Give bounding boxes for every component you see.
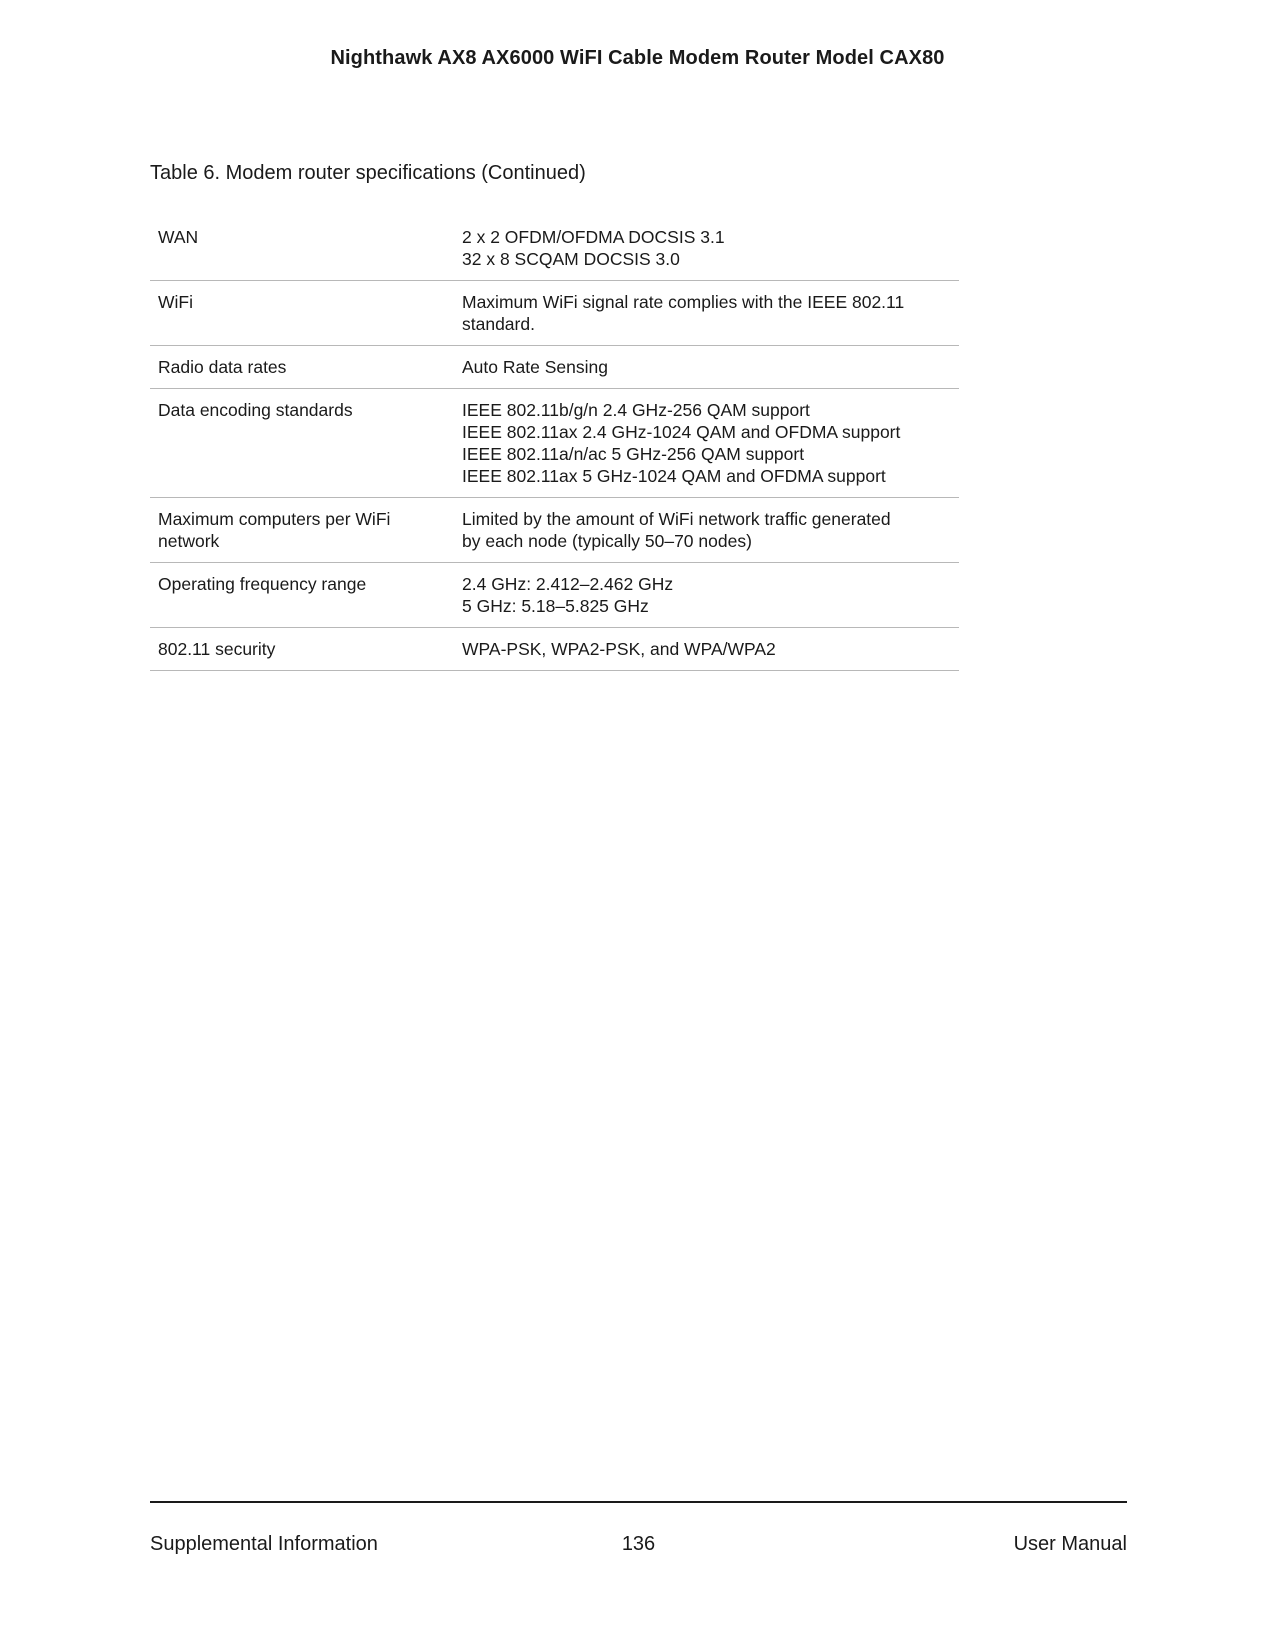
table-row [150, 389, 959, 498]
spec-value-line: IEEE 802.11b/g/n 2.4 GHz-256 QAM support [462, 400, 810, 420]
spec-value-cell [454, 498, 959, 563]
table-row [150, 281, 959, 346]
spec-value-cell [454, 226, 959, 281]
table-row [150, 346, 959, 389]
spec-label-line: 802.11 security [158, 639, 276, 659]
table-row [150, 498, 959, 563]
table-row [150, 563, 959, 628]
spec-label-cell [150, 281, 454, 346]
spec-value-line: Auto Rate Sensing [462, 357, 608, 377]
spec-label-line: WiFi [158, 292, 193, 312]
spec-value-cell [454, 281, 959, 346]
spec-value-cell [454, 563, 959, 628]
spec-value-line: 2.4 GHz: 2.412–2.462 GHz [462, 574, 674, 594]
table-caption: Table 6. Modem router specifications (Continued) [150, 162, 586, 184]
specifications-table [150, 226, 959, 671]
spec-value-line: standard. [462, 314, 535, 334]
spec-label-line: Maximum computers per WiFi [158, 509, 391, 529]
spec-value-line: IEEE 802.11a/n/ac 5 GHz-256 QAM support [462, 444, 805, 464]
spec-value-cell [454, 346, 959, 389]
table-row [150, 226, 959, 281]
document-header-title: Nighthawk AX8 AX6000 WiFI Cable Modem Router Model CAX80 [330, 47, 945, 69]
spec-label-cell [150, 389, 454, 498]
spec-label-cell [150, 346, 454, 389]
spec-value-line: IEEE 802.11ax 2.4 GHz-1024 QAM and OFDMA support [462, 422, 901, 442]
spec-value-line: 2 x 2 OFDM/OFDMA DOCSIS 3.1 [462, 227, 725, 247]
spec-label-cell [150, 226, 454, 281]
spec-value-line: Maximum WiFi signal rate complies with the IEEE 802.11 [462, 292, 905, 312]
spec-value-line: Limited by the amount of WiFi network traffic generated [462, 509, 891, 529]
specifications-table-body [150, 226, 959, 671]
spec-label-line: Data encoding standards [158, 400, 353, 420]
table-row [150, 628, 959, 671]
spec-label-cell [150, 563, 454, 628]
spec-value-line: by each node (typically 50–70 nodes) [462, 531, 752, 551]
footer-divider [150, 1501, 1127, 1503]
spec-label-line: network [158, 531, 220, 551]
spec-label-cell [150, 498, 454, 563]
spec-label-line: Radio data rates [158, 357, 287, 377]
spec-value-line: 5 GHz: 5.18–5.825 GHz [462, 596, 649, 616]
spec-label-line: Operating frequency range [158, 574, 367, 594]
spec-label-cell [150, 628, 454, 671]
spec-value-cell [454, 389, 959, 498]
spec-value-line: 32 x 8 SCQAM DOCSIS 3.0 [462, 249, 680, 269]
spec-value-line: IEEE 802.11ax 5 GHz-1024 QAM and OFDMA support [462, 466, 886, 486]
spec-label-line: WAN [158, 227, 199, 247]
footer-page-number: 136 [621, 1533, 656, 1555]
footer-document-type: User Manual [1013, 1533, 1127, 1555]
spec-value-line: WPA-PSK, WPA2-PSK, and WPA/WPA2 [462, 639, 776, 659]
spec-value-cell [454, 628, 959, 671]
footer-section-name: Supplemental Information [150, 1533, 378, 1555]
